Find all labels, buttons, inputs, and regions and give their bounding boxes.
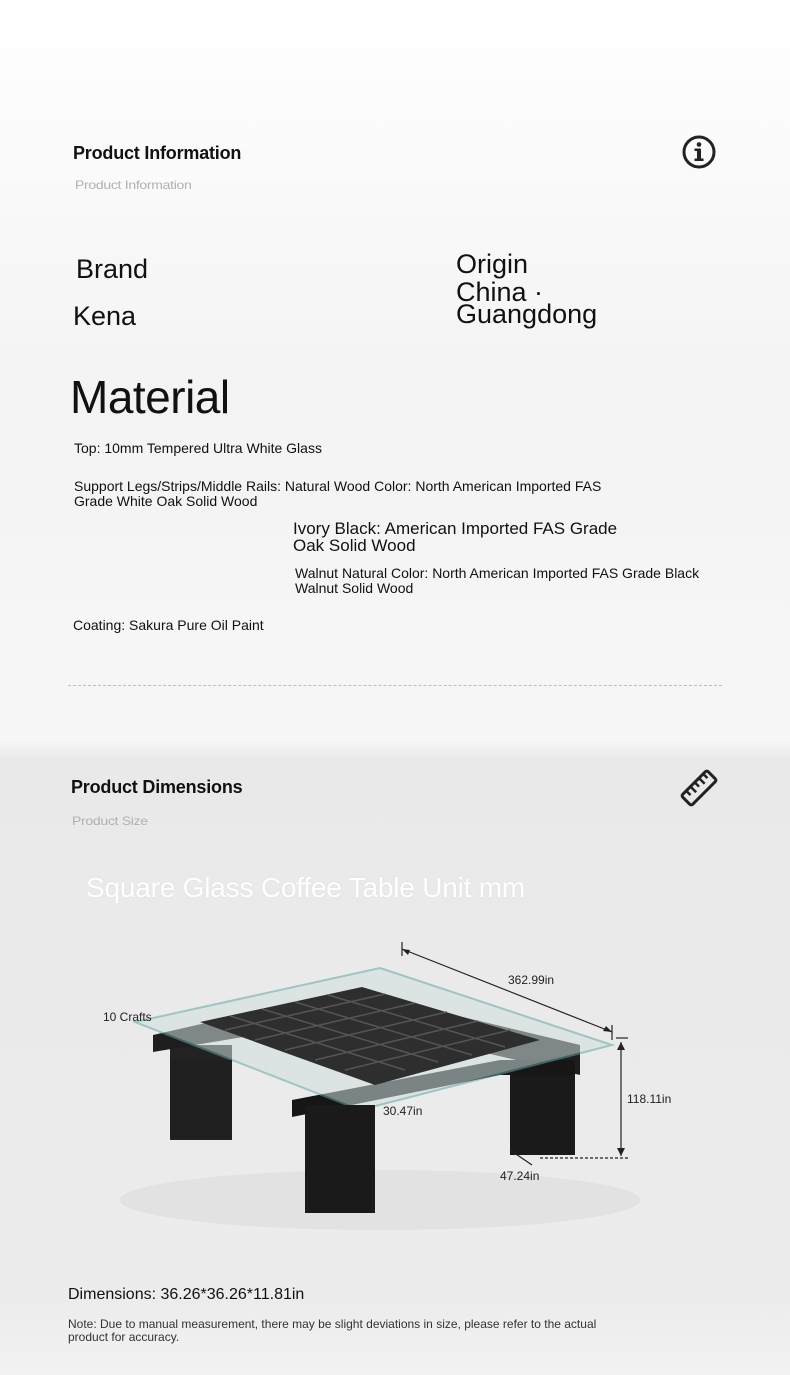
material-ivory	[293, 520, 617, 554]
material-walnut	[295, 566, 699, 596]
dimensions-summary: Dimensions: 36.26*36.26*11.81in	[68, 1286, 305, 1303]
brand-label: Brand	[76, 254, 149, 284]
origin-value-line2: Guangdong	[456, 299, 598, 329]
table-title: Square Glass Coffee Table Unit mm	[86, 872, 526, 903]
dimensions-note-line2: product for accuracy.	[68, 1330, 180, 1344]
material-coating: Coating: Sakura Pure Oil Paint	[73, 617, 264, 633]
table-illustration	[0, 930, 790, 1250]
material-top: Top: 10mm Tempered Ultra White Glass	[74, 440, 322, 456]
material-ivory-line2: Oak Solid Wood	[293, 536, 416, 555]
ruler-icon	[678, 768, 720, 808]
product-information-subtitle: Product Information	[75, 178, 192, 192]
material-walnut-line2: Walnut Solid Wood	[295, 580, 414, 596]
brand-value: Kena	[73, 301, 137, 331]
dim-label-length: 362.99in	[508, 973, 555, 987]
material-ivory-line1: Ivory Black: American Imported FAS Grade	[293, 519, 618, 538]
dim-label-height: 118.11in	[627, 1092, 672, 1106]
dim-label-crafts: 10 Crafts	[103, 1010, 152, 1024]
material-walnut-line1: Walnut Natural Color: North American Imported FAS Grade Black	[295, 565, 700, 581]
origin-value-line1: China ·	[456, 277, 544, 307]
material-support-line2: Grade White Oak Solid Wood	[74, 493, 258, 509]
dim-label-middle: 30.47in	[383, 1104, 423, 1118]
dimensions-note	[68, 1318, 596, 1344]
info-circle-icon	[681, 134, 717, 170]
material-support-line1: Support Legs/Strips/Middle Rails: Natural Wood Color: North American Imported FAS	[74, 478, 602, 494]
section-divider	[68, 685, 722, 686]
material-heading: Material	[70, 371, 230, 423]
product-dimensions-subtitle: Product Size	[72, 814, 148, 828]
dimensions-note-line1: Note: Due to manual measurement, there may be slight deviations in size, please refer to the actual	[68, 1317, 597, 1331]
dim-label-leg: 47.24in	[500, 1169, 540, 1183]
origin-label: Origin	[456, 249, 529, 279]
material-support	[74, 479, 601, 509]
product-dimensions-title: Product Dimensions	[71, 777, 243, 797]
product-information-title: Product Information	[73, 143, 242, 163]
